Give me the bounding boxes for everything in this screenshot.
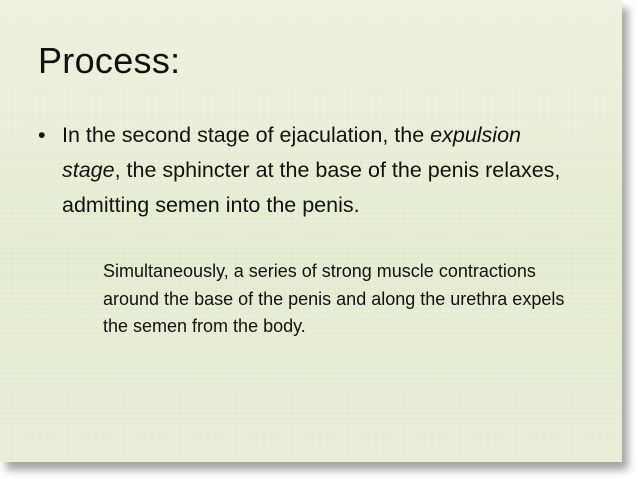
bullet-list [38,118,578,223]
slide-title: Process: [38,40,181,81]
sub-paragraph: Simultaneously, a series of strong muscle contractions around the base of the penis and along the urethra expels the semen from the body. [103,261,565,336]
bullet-text-start: In the second stage of ejaculation, the [62,123,431,147]
bullet-text [62,118,578,223]
bullet-emphasis: expulsion stage [62,123,521,182]
bullet-marker: • [38,123,46,147]
list-item [38,118,578,223]
bullet-text-end: , the sphincter at the base of the penis relaxes, admitting semen into the penis. [62,158,561,217]
